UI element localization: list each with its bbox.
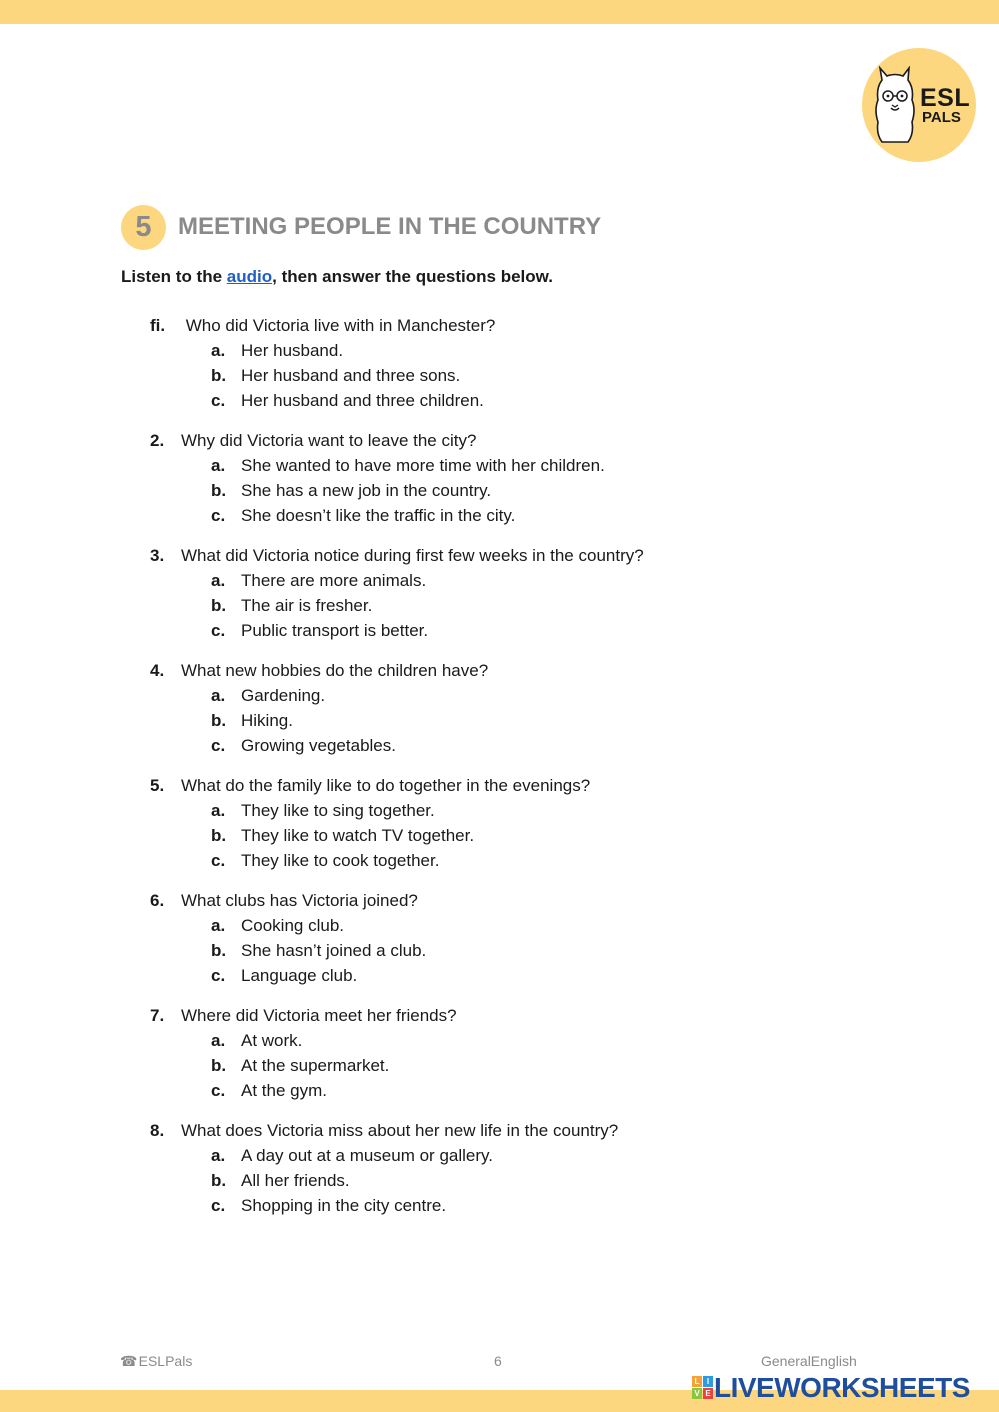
answer-option[interactable] [150,733,910,758]
option-text: A day out at a museum or gallery. [241,1146,493,1165]
option-letter: c. [211,1196,226,1215]
esl-pals-logo [862,48,976,162]
option-text: Her husband. [241,341,344,360]
option-letter: a. [211,571,226,590]
instruction-text [121,267,553,287]
option-text: She hasn’t joined a club. [241,941,427,960]
option-text: Language club. [241,966,358,985]
answer-option[interactable] [150,363,910,388]
answer-option[interactable] [150,1078,910,1103]
option-text: Gardening. [241,686,326,705]
option-text: Public transport is better. [241,621,429,640]
question-number: 7. [150,1006,165,1025]
option-text: There are more animals. [241,571,427,590]
answer-option[interactable] [150,913,910,938]
question-text: What clubs has Victoria joined? [181,891,418,910]
option-letter: c. [211,966,226,985]
footer-page-number: 6 [494,1353,502,1369]
answer-option[interactable] [150,823,910,848]
question-number: 6. [150,891,165,910]
option-text: The air is fresher. [241,596,373,615]
question-text: Who did Victoria live with in Manchester? [181,316,496,335]
option-text: They like to sing together. [241,801,435,820]
option-text: Hiking. [241,711,293,730]
answer-option[interactable] [150,388,910,413]
question-number: 8. [150,1121,165,1140]
answer-option[interactable] [150,708,910,733]
option-text: They like to cook together. [241,851,440,870]
grid-cell: L [692,1376,702,1387]
answer-option[interactable] [150,593,910,618]
question-number: 2. [150,431,165,450]
question-text: What did Victoria notice during first few weeks in the country? [181,546,644,565]
question-text: What new hobbies do the children have? [181,661,489,680]
option-letter: b. [211,366,227,385]
option-text: At work. [241,1031,303,1050]
answer-option[interactable] [150,1143,910,1168]
question-item [150,543,910,643]
question-item [150,1003,910,1103]
option-text: She doesn’t like the traffic in the city. [241,506,516,525]
option-text: They like to watch TV together. [241,826,475,845]
option-letter: b. [211,481,227,500]
liveworksheets-text: LIVEWORKSHEETS [714,1372,970,1403]
grid-cell: E [703,1388,713,1399]
grid-cell: I [703,1376,713,1387]
question-item [150,313,910,413]
question-item [150,658,910,758]
top-accent-bar [0,0,999,24]
option-letter: a. [211,456,226,475]
question-text: Where did Victoria meet her friends? [181,1006,457,1025]
footer-brand [120,1353,192,1370]
answer-option[interactable] [150,1053,910,1078]
option-letter: a. [211,1146,226,1165]
audio-link[interactable]: audio [226,267,273,286]
section-title: MEETING PEOPLE IN THE COUNTRY [178,213,602,240]
answer-option[interactable] [150,683,910,708]
question-number: 4. [150,661,165,680]
question-number: fi. [150,316,166,335]
question-item [150,773,910,873]
option-letter: b. [211,1171,227,1190]
option-letter: c. [211,736,226,755]
option-letter: a. [211,686,226,705]
option-letter: c. [211,851,226,870]
answer-option[interactable] [150,503,910,528]
question-item [150,888,910,988]
instruction-before: Listen to the [121,267,227,286]
section-number-badge: 5 [121,205,166,250]
grid-cell: V [692,1388,702,1399]
footer-category: GeneralEnglish [761,1353,857,1369]
option-letter: a. [211,341,226,360]
option-text: All her friends. [241,1171,350,1190]
instruction-after: , then answer the questions below. [272,267,553,286]
liveworksheets-grid-icon [692,1376,714,1400]
option-text: Her husband and three sons. [241,366,461,385]
answer-option[interactable] [150,338,910,363]
option-letter: a. [211,801,226,820]
question-item [150,428,910,528]
answer-option[interactable] [150,618,910,643]
answer-option[interactable] [150,938,910,963]
option-letter: b. [211,1056,227,1075]
answer-option[interactable] [150,848,910,873]
option-text: At the supermarket. [241,1056,390,1075]
answer-option[interactable] [150,568,910,593]
question-list [150,313,910,1233]
question-item [150,1118,910,1218]
liveworksheets-watermark [692,1372,970,1404]
option-letter: c. [211,391,226,410]
option-letter: a. [211,1031,226,1050]
answer-option[interactable] [150,478,910,503]
option-letter: c. [211,621,226,640]
option-letter: b. [211,826,227,845]
answer-option[interactable] [150,453,910,478]
option-text: Cooking club. [241,916,345,935]
question-number: 3. [150,546,165,565]
phone-icon: ☎ [120,1353,138,1369]
question-number: 5. [150,776,165,795]
question-text: What does Victoria miss about her new life in the country? [181,1121,619,1140]
option-text: At the gym. [241,1081,327,1100]
option-text: She wanted to have more time with her children. [241,456,605,475]
answer-option[interactable] [150,1168,910,1193]
option-letter: c. [211,1081,226,1100]
answer-option[interactable] [150,1193,910,1218]
option-letter: a. [211,916,226,935]
option-letter: b. [211,596,227,615]
footer-brand-text: ESLPals [138,1353,193,1369]
logo-text-esl: ESL [920,84,971,112]
answer-option[interactable] [150,798,910,823]
answer-option[interactable] [150,1028,910,1053]
option-letter: b. [211,941,227,960]
option-text: She has a new job in the country. [241,481,492,500]
option-letter: b. [211,711,227,730]
question-text: What do the family like to do together in the evenings? [181,776,591,795]
llama-icon [872,66,918,146]
question-text: Why did Victoria want to leave the city? [181,431,477,450]
option-text: Growing vegetables. [241,736,396,755]
logo-text-pals: PALS [922,109,961,126]
answer-option[interactable] [150,963,910,988]
option-text: Shopping in the city centre. [241,1196,447,1215]
option-text: Her husband and three children. [241,391,484,410]
option-letter: c. [211,506,226,525]
